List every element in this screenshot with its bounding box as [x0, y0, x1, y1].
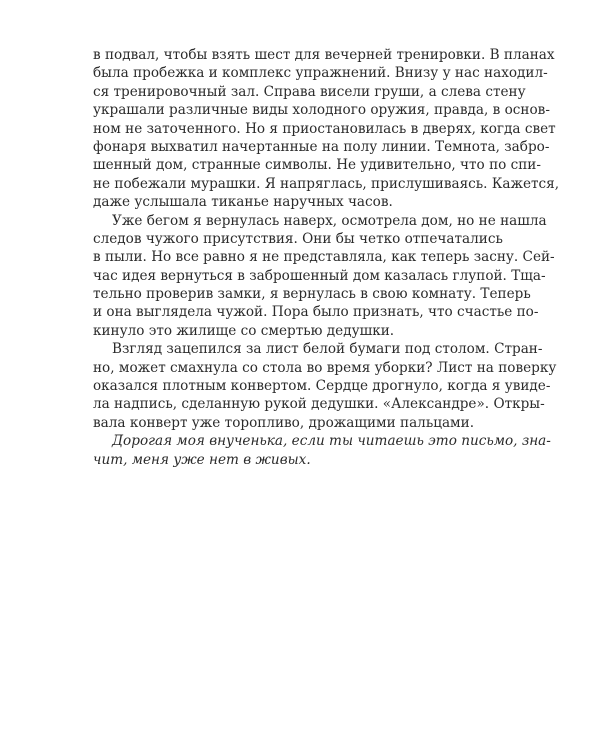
- text-line: ла надпись, сделанную рукой дедушки. «Александре». Откры-: [93, 396, 545, 413]
- text-line: следов чужого присутствия. Они бы четко отпечатались: [93, 230, 503, 247]
- text-line: ном не заточенного. Но я приостановилась в дверях, когда свет: [93, 120, 556, 137]
- text-line: Уже бегом я вернулась наверх, осмотрела дом, но не нашла: [112, 212, 547, 229]
- text-line: час идея вернуться в заброшенный дом казалась глупой. Тща-: [93, 267, 546, 284]
- text-line: в подвал, чтобы взять шест для вечерней тренировки. В планах: [93, 47, 555, 63]
- paragraph: [93, 212, 555, 341]
- text-line: чит, меня уже нет в живых.: [93, 451, 311, 468]
- text-line: вала конверт уже торопливо, дрожащими пальцами.: [93, 414, 475, 431]
- text-line: тельно проверив замки, я вернулась в свою комнату. Теперь: [93, 286, 531, 303]
- text-line: была пробежка и комплекс упражнений. Внизу у нас находил-: [93, 65, 548, 82]
- text-line: не побежали мурашки. Я напряглась, прислушиваясь. Кажется,: [93, 175, 560, 192]
- text-line: Взгляд зацепился за лист белой бумаги под столом. Стран-: [112, 341, 543, 358]
- text-line: даже услышала тиканье наручных часов.: [93, 194, 393, 211]
- body-text: [93, 46, 560, 469]
- text-line: и она выглядела чужой. Пора было признать, что счастье по-: [93, 304, 539, 321]
- text-line: в пыли. Но все равно я не представляла, как теперь засну. Сей-: [93, 249, 555, 266]
- text-line: ся тренировочный зал. Справа висели груши, а слева стену: [93, 83, 526, 100]
- text-line: оказался плотным конвертом. Сердце дрогнуло, когда я увиде-: [93, 378, 551, 395]
- text-line: Дорогая моя внученька, если ты читаешь это письмо, зна-: [112, 433, 551, 450]
- text-line: фонаря выхватил начертанные на полу линии. Темнота, забро-: [93, 138, 550, 155]
- text-line: украшали различные виды холодного оружия, правда, в основ-: [93, 102, 550, 119]
- paragraph: [93, 46, 560, 212]
- text-line: но, может смахнула со стола во время уборки? Лист на поверку: [93, 359, 557, 376]
- paragraph: [93, 340, 557, 432]
- text-line: шенный дом, странные символы. Не удивительно, что по спи-: [93, 157, 541, 174]
- paragraph: [93, 432, 551, 469]
- text-line: кинуло это жилище со смертью дедушки.: [93, 322, 395, 339]
